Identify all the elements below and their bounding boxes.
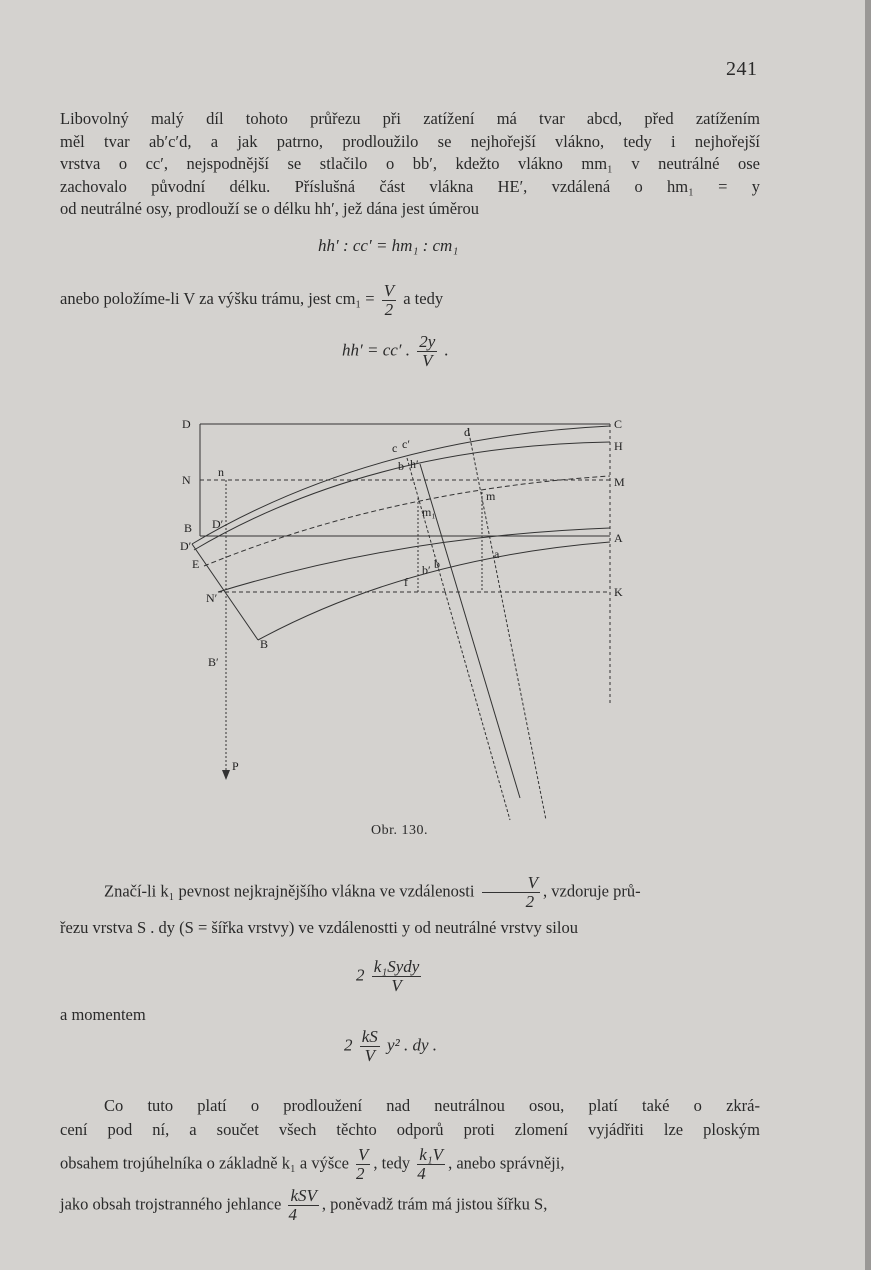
label-d: D	[182, 417, 191, 431]
label-b-prime: B′	[208, 655, 219, 669]
text-segment: anebo položíme-li V za výšku trámu, jest cm₁ =	[60, 289, 375, 309]
page-number: 241	[726, 58, 758, 80]
text-line	[60, 874, 760, 911]
fraction-v-over-2	[482, 874, 540, 911]
curve-lower	[218, 528, 610, 592]
label-m-small: m	[486, 489, 496, 503]
fraction-moment	[360, 1028, 380, 1065]
text-line: zachovalo původní délku. Příslušná část vlákna HE′, vzdálená o hm₁ = y	[60, 176, 760, 196]
label-c: C	[614, 417, 623, 431]
text-segment: jako obsah trojstranného jehlance	[60, 1194, 282, 1214]
fraction-v-over-2	[382, 282, 396, 319]
text-segment: a tedy	[403, 289, 444, 309]
equation-force	[356, 958, 424, 995]
fraction-denominator: V	[422, 351, 433, 370]
label-e: E	[192, 557, 200, 571]
label-b-small: b	[398, 459, 404, 473]
text-line: vrstva o cc′, nejspodnější se stlačilo o bb′, kdežto vlákno mm₁ v neutrálné ose	[60, 154, 760, 173]
text-line: řezu vrstva S . dy (S = šířka vrstvy) ve vzdálenostti y od neutrálné vrstvy silou	[60, 918, 578, 937]
label-b: B	[184, 521, 193, 535]
label-c-small: c	[392, 441, 398, 455]
paragraph-4	[60, 1094, 760, 1224]
figure-caption: Obr. 130.	[371, 823, 428, 838]
radial-dashed-2	[468, 428, 546, 820]
moment-label: a momentem	[60, 1005, 146, 1024]
curve-neutral	[204, 476, 610, 566]
text-segment: Značí-li k₁ pevnost nejkrajnějšího vlákna ve vzdálenosti	[104, 881, 475, 901]
fraction-denominator: V	[364, 1046, 375, 1065]
equation-end: .	[444, 340, 449, 360]
beam-bending-diagram	[170, 408, 640, 828]
equation-left: hh′ = cc′ .	[342, 340, 410, 360]
text-line: Co tuto platí o prodloužení nad neutrálnou osou, platí také o zkrá-	[104, 1096, 760, 1115]
label-h-prime-small: h′	[410, 457, 419, 471]
equation-hh	[342, 333, 449, 370]
fraction-denominator: 4	[417, 1164, 426, 1183]
fraction-force	[372, 958, 422, 995]
fraction-denominator: 2	[384, 300, 394, 319]
text-line: cení pod ní, a součet všech těchto odporů proti zlomení vyjádřiti lze ploským	[60, 1120, 760, 1139]
label-f-small: f	[404, 575, 408, 589]
fraction-numerator: V	[358, 1145, 369, 1164]
label-d-prime-small: D′	[212, 517, 224, 531]
label-h: H	[614, 439, 623, 453]
text-line: Libovolný malý díl tohoto průřezu při zatížení má tvar abcd, před zatížením	[60, 109, 760, 128]
label-d-prime: D′	[180, 539, 192, 553]
paragraph-2	[60, 282, 760, 319]
text-segment: , anebo správněji,	[448, 1153, 565, 1173]
label-k: K	[614, 585, 623, 599]
fraction-2y-over-v	[417, 333, 437, 370]
label-b-prime-small: b′	[422, 563, 431, 577]
text-segment: , vzdoruje prů-	[543, 881, 641, 901]
text-segment: , tedy	[373, 1153, 411, 1173]
label-n: N	[182, 473, 191, 487]
fraction-numerator: k₁V	[419, 1145, 444, 1164]
label-d-small: d	[464, 425, 470, 439]
label-b-small-2: b	[434, 557, 440, 571]
label-m1-small: m₁	[422, 505, 436, 519]
label-b-lower: B	[260, 637, 269, 651]
fraction-numerator: V	[482, 874, 540, 893]
fraction-numerator: k₁Sydy	[373, 957, 420, 976]
equation-proportion: hh′ : cc′ = hm₁ : cm₁	[318, 236, 459, 255]
text-line: měl tvar ab′c′d, a jak patrno, prodloužilo se nejhořejší vlákno, tedy i nejhořejší	[60, 131, 760, 151]
text-line	[60, 1146, 760, 1183]
label-p: P	[232, 759, 239, 773]
fraction-v-over-2	[356, 1146, 370, 1183]
text-segment: , poněvadž trám má jistou šířku S,	[321, 1194, 548, 1214]
fraction-denominator: 2	[525, 892, 535, 911]
label-a-small: a	[494, 547, 500, 561]
fraction-ksv-over-4	[288, 1187, 318, 1224]
curve-top	[192, 426, 610, 544]
paragraph-1	[60, 108, 760, 221]
equation-coefficient: 2	[356, 965, 365, 985]
fraction-k1v-over-4	[417, 1146, 445, 1183]
label-m: M	[614, 475, 625, 489]
arrow-head-icon	[222, 770, 230, 780]
fraction-denominator: V	[391, 976, 402, 995]
page-edge-shadow	[865, 0, 871, 1270]
text-line	[60, 1187, 760, 1224]
fraction-numerator: 2y	[419, 332, 436, 351]
fraction-numerator: V	[383, 281, 395, 300]
label-n-small: n	[218, 465, 224, 479]
fraction-denominator: 2	[356, 1164, 365, 1183]
label-c-prime-small: c′	[402, 437, 410, 451]
fraction-numerator: kSV	[290, 1186, 317, 1205]
fraction-numerator: kS	[361, 1027, 378, 1046]
fraction-denominator: 4	[288, 1205, 297, 1224]
paragraph-3	[60, 874, 760, 940]
equation-rest: y² . dy .	[387, 1035, 437, 1055]
label-a: A	[614, 531, 623, 545]
text-line: od neutrálné osy, prodlouží se o délku hh′, jež dána jest úměrou	[60, 199, 480, 218]
equation-coefficient: 2	[344, 1035, 353, 1055]
equation-moment	[344, 1028, 437, 1065]
text-segment: obsahem trojúhelníka o základně k₁ a výšce	[60, 1153, 349, 1173]
label-n-prime: N′	[206, 591, 218, 605]
